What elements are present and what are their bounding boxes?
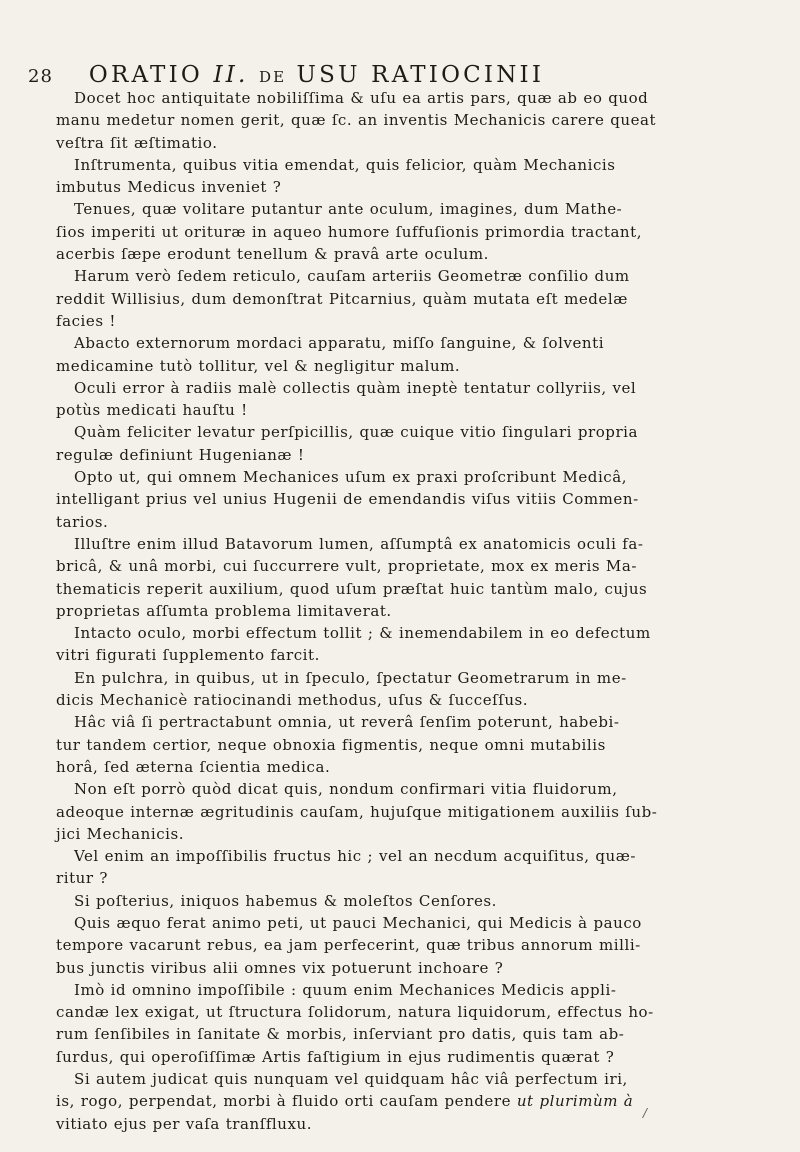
running-head-oratio: ORATIO [88, 62, 203, 88]
text-line [56, 667, 792, 689]
text-line-content: jici Mechanicis. [56, 824, 185, 843]
body-text [56, 87, 792, 1135]
text-line [56, 488, 792, 510]
text-line-italic: ut plurimùm à [516, 1092, 634, 1111]
text-line-content: Inſtrumenta, quibus vitia emendat, quis felicior, quàm Mechanicis [74, 155, 616, 174]
text-line-content: tempore vacarunt rebus, ea jam perfecerint, quæ tribus annorum milli- [56, 936, 641, 955]
text-line-content: Oculi error à radiis malè collectis quàm ineptè tentatur collyriis, vel [74, 378, 637, 397]
text-line [56, 600, 792, 622]
text-line [56, 176, 792, 198]
text-line [56, 421, 792, 443]
text-line [56, 1113, 792, 1135]
text-line-content: Si autem judicat quis nunquam vel quidquam hâc viâ perfectum iri, [74, 1070, 628, 1089]
running-head-subject: USU RATIOCINII [296, 62, 545, 88]
text-line [56, 957, 792, 979]
text-line [56, 555, 792, 577]
text-line [56, 511, 792, 533]
text-line [56, 778, 792, 800]
text-line [56, 332, 792, 354]
text-line [56, 756, 792, 778]
text-line-content: manu medetur nomen gerit, quæ ſc. an inventis Mechanicis carere queat [56, 111, 657, 130]
text-line-content: candæ lex exigat, ut ſtructura ſolidorum, natura liquidorum, effectus ho- [56, 1003, 654, 1022]
text-line [56, 890, 792, 912]
text-line [56, 1046, 792, 1068]
text-line-content: En pulchra, in quibus, ut in ſpeculo, ſpectatur Geometrarum in me- [74, 668, 627, 687]
text-line [56, 734, 792, 756]
text-line-content: Opto ut, qui omnem Mechanices uſum ex praxi proſcribunt Medicâ, [74, 468, 628, 487]
text-line-content: Illuſtre enim illud Batavorum lumen, aſſumptâ ex anatomicis oculi fa- [74, 534, 644, 553]
text-line-content: ſios imperiti ut orituræ in aqueo humore ſuffuſionis primordia tractant, [56, 222, 643, 241]
text-line [56, 444, 792, 466]
text-line-content: dicis Mechanicè ratiocinandi methodus, uſus & ſucceſſus. [56, 691, 529, 710]
text-line-content: Quàm feliciter levatur perſpicillis, quæ cuique vitio ſingulari propria [74, 423, 639, 442]
text-line [56, 912, 792, 934]
text-line [56, 265, 792, 287]
text-line-content: tarios. [56, 512, 109, 531]
text-line [56, 1068, 792, 1090]
text-line [56, 109, 792, 131]
text-line-content: potùs medicati hauſtu ! [56, 401, 248, 420]
text-line-content: veſtra ſit æſtimatio. [56, 133, 218, 152]
text-line-content: vitiato ejus per vaſa tranſfluxu. [56, 1114, 313, 1133]
text-line [56, 622, 792, 644]
text-line-content: Harum verò ſedem reticulo, cauſam arteriis Geometræ conſilio dum [74, 267, 630, 286]
text-line-content: Hâc viâ ſi pertractabunt omnia, ut reverâ ſenſim poterunt, habebi- [74, 713, 620, 732]
text-line-content: Imò id omnino impoſſibile : quum enim Mechanices Medicis appli- [74, 980, 617, 999]
text-line-content: reddit Willisius, dum demonſtrat Pitcarnius, quàm mutata eſt medelæ [56, 289, 628, 308]
text-line-content: rum ſenſibiles in ſanitate & morbis, inſerviant pro datis, quis tam ab- [56, 1025, 625, 1044]
text-line-content: is, rogo, perpendat, morbi à fluido orti cauſam pendere [56, 1092, 512, 1111]
text-line-content: Abacto externorum mordaci apparatu, miſſo ſanguine, & ſolventi [74, 334, 605, 353]
text-line-content: adeoque internæ ægritudinis cauſam, hujuſque mitigationem auxiliis ſub- [56, 802, 658, 821]
text-line [56, 221, 792, 243]
text-line-content: Intacto oculo, morbi effectum tollit ; & inemendabilem in eo defectum [74, 624, 651, 643]
text-line-content: regulæ definiunt Hugenianæ ! [56, 445, 305, 464]
text-line-content: intelligant prius vel unius Hugenii de emendandis viſus vitiis Commen- [56, 490, 639, 509]
page-header [28, 62, 788, 88]
text-line [56, 801, 792, 823]
text-line [56, 979, 792, 1001]
running-head [89, 62, 544, 88]
text-line [56, 867, 792, 889]
text-line [56, 377, 792, 399]
text-line-content: tur tandem certior, neque obnoxia figmentis, neque omni mutabilis [56, 735, 606, 754]
text-line-content: ritur ? [56, 869, 108, 888]
text-line-content: thematicis reperit auxilium, quod uſum præſtat huic tantùm malo, cujus [56, 579, 648, 598]
running-head-de: DE [259, 68, 287, 86]
text-line [56, 243, 792, 265]
text-line-content: Quis æquo ferat animo peti, ut pauci Mechanici, qui Medicis à pauco [74, 913, 642, 932]
text-line [56, 399, 792, 421]
text-line [56, 533, 792, 555]
text-line [56, 823, 792, 845]
text-line [56, 288, 792, 310]
text-line [56, 466, 792, 488]
text-line [56, 934, 792, 956]
text-line-content: facies ! [56, 311, 116, 330]
text-line [56, 310, 792, 332]
text-line-content: ſurdus, qui operoſiſſimæ Artis faſtigium in ejus rudimentis quærat ? [56, 1047, 615, 1066]
text-line-content: Non eſt porrò quòd dicat quis, nondum confirmari vitia fluidorum, [74, 780, 618, 799]
text-line [56, 845, 792, 867]
text-line-content: bricâ, & unâ morbi, cui ſuccurrere vult, proprietate, mox ex meris Ma- [56, 557, 637, 576]
text-line-content: bus junctis viribus alii omnes vix potuerunt inchoare ? [56, 958, 504, 977]
text-line [56, 689, 792, 711]
text-line-content: Docet hoc antiquitate nobiliſſima & uſu ea artis pars, quæ ab eo quod [74, 89, 649, 107]
text-line [56, 1090, 792, 1112]
text-line [56, 132, 792, 154]
text-line [56, 578, 792, 600]
text-line [56, 644, 792, 666]
text-line [56, 87, 792, 109]
text-line-content: Si poſterius, iniquos habemus & moleſtos Cenſores. [74, 891, 497, 910]
text-line-content: proprietas aſſumta problema limitaverat. [56, 601, 392, 620]
text-line-content: Tenues, quæ volitare putantur ante oculum, imagines, dum Mathe- [74, 200, 623, 219]
text-line [56, 711, 792, 733]
text-line [56, 1023, 792, 1045]
text-line-content: medicamine tutò tollitur, vel & negligitur malum. [56, 356, 461, 375]
text-line [56, 1001, 792, 1023]
text-line-content: Vel enim an impoſſibilis fructus hic ; vel an necdum acquiſitus, quæ- [74, 847, 637, 866]
text-line [56, 154, 792, 176]
text-line-content: imbutus Medicus inveniet ? [56, 178, 282, 197]
text-line-content: vitri figurati ſupplemento farcit. [56, 646, 320, 665]
page-number: 28 [28, 66, 53, 87]
running-head-numeral: II. [213, 62, 249, 88]
text-line-content: horâ, ſed æterna ſcientia medica. [56, 757, 331, 776]
text-line [56, 198, 792, 220]
text-line-content: acerbis ſæpe erodunt tenellum & pravâ arte oculum. [56, 245, 489, 264]
text-line [56, 355, 792, 377]
footer-mark: / [643, 1106, 648, 1120]
